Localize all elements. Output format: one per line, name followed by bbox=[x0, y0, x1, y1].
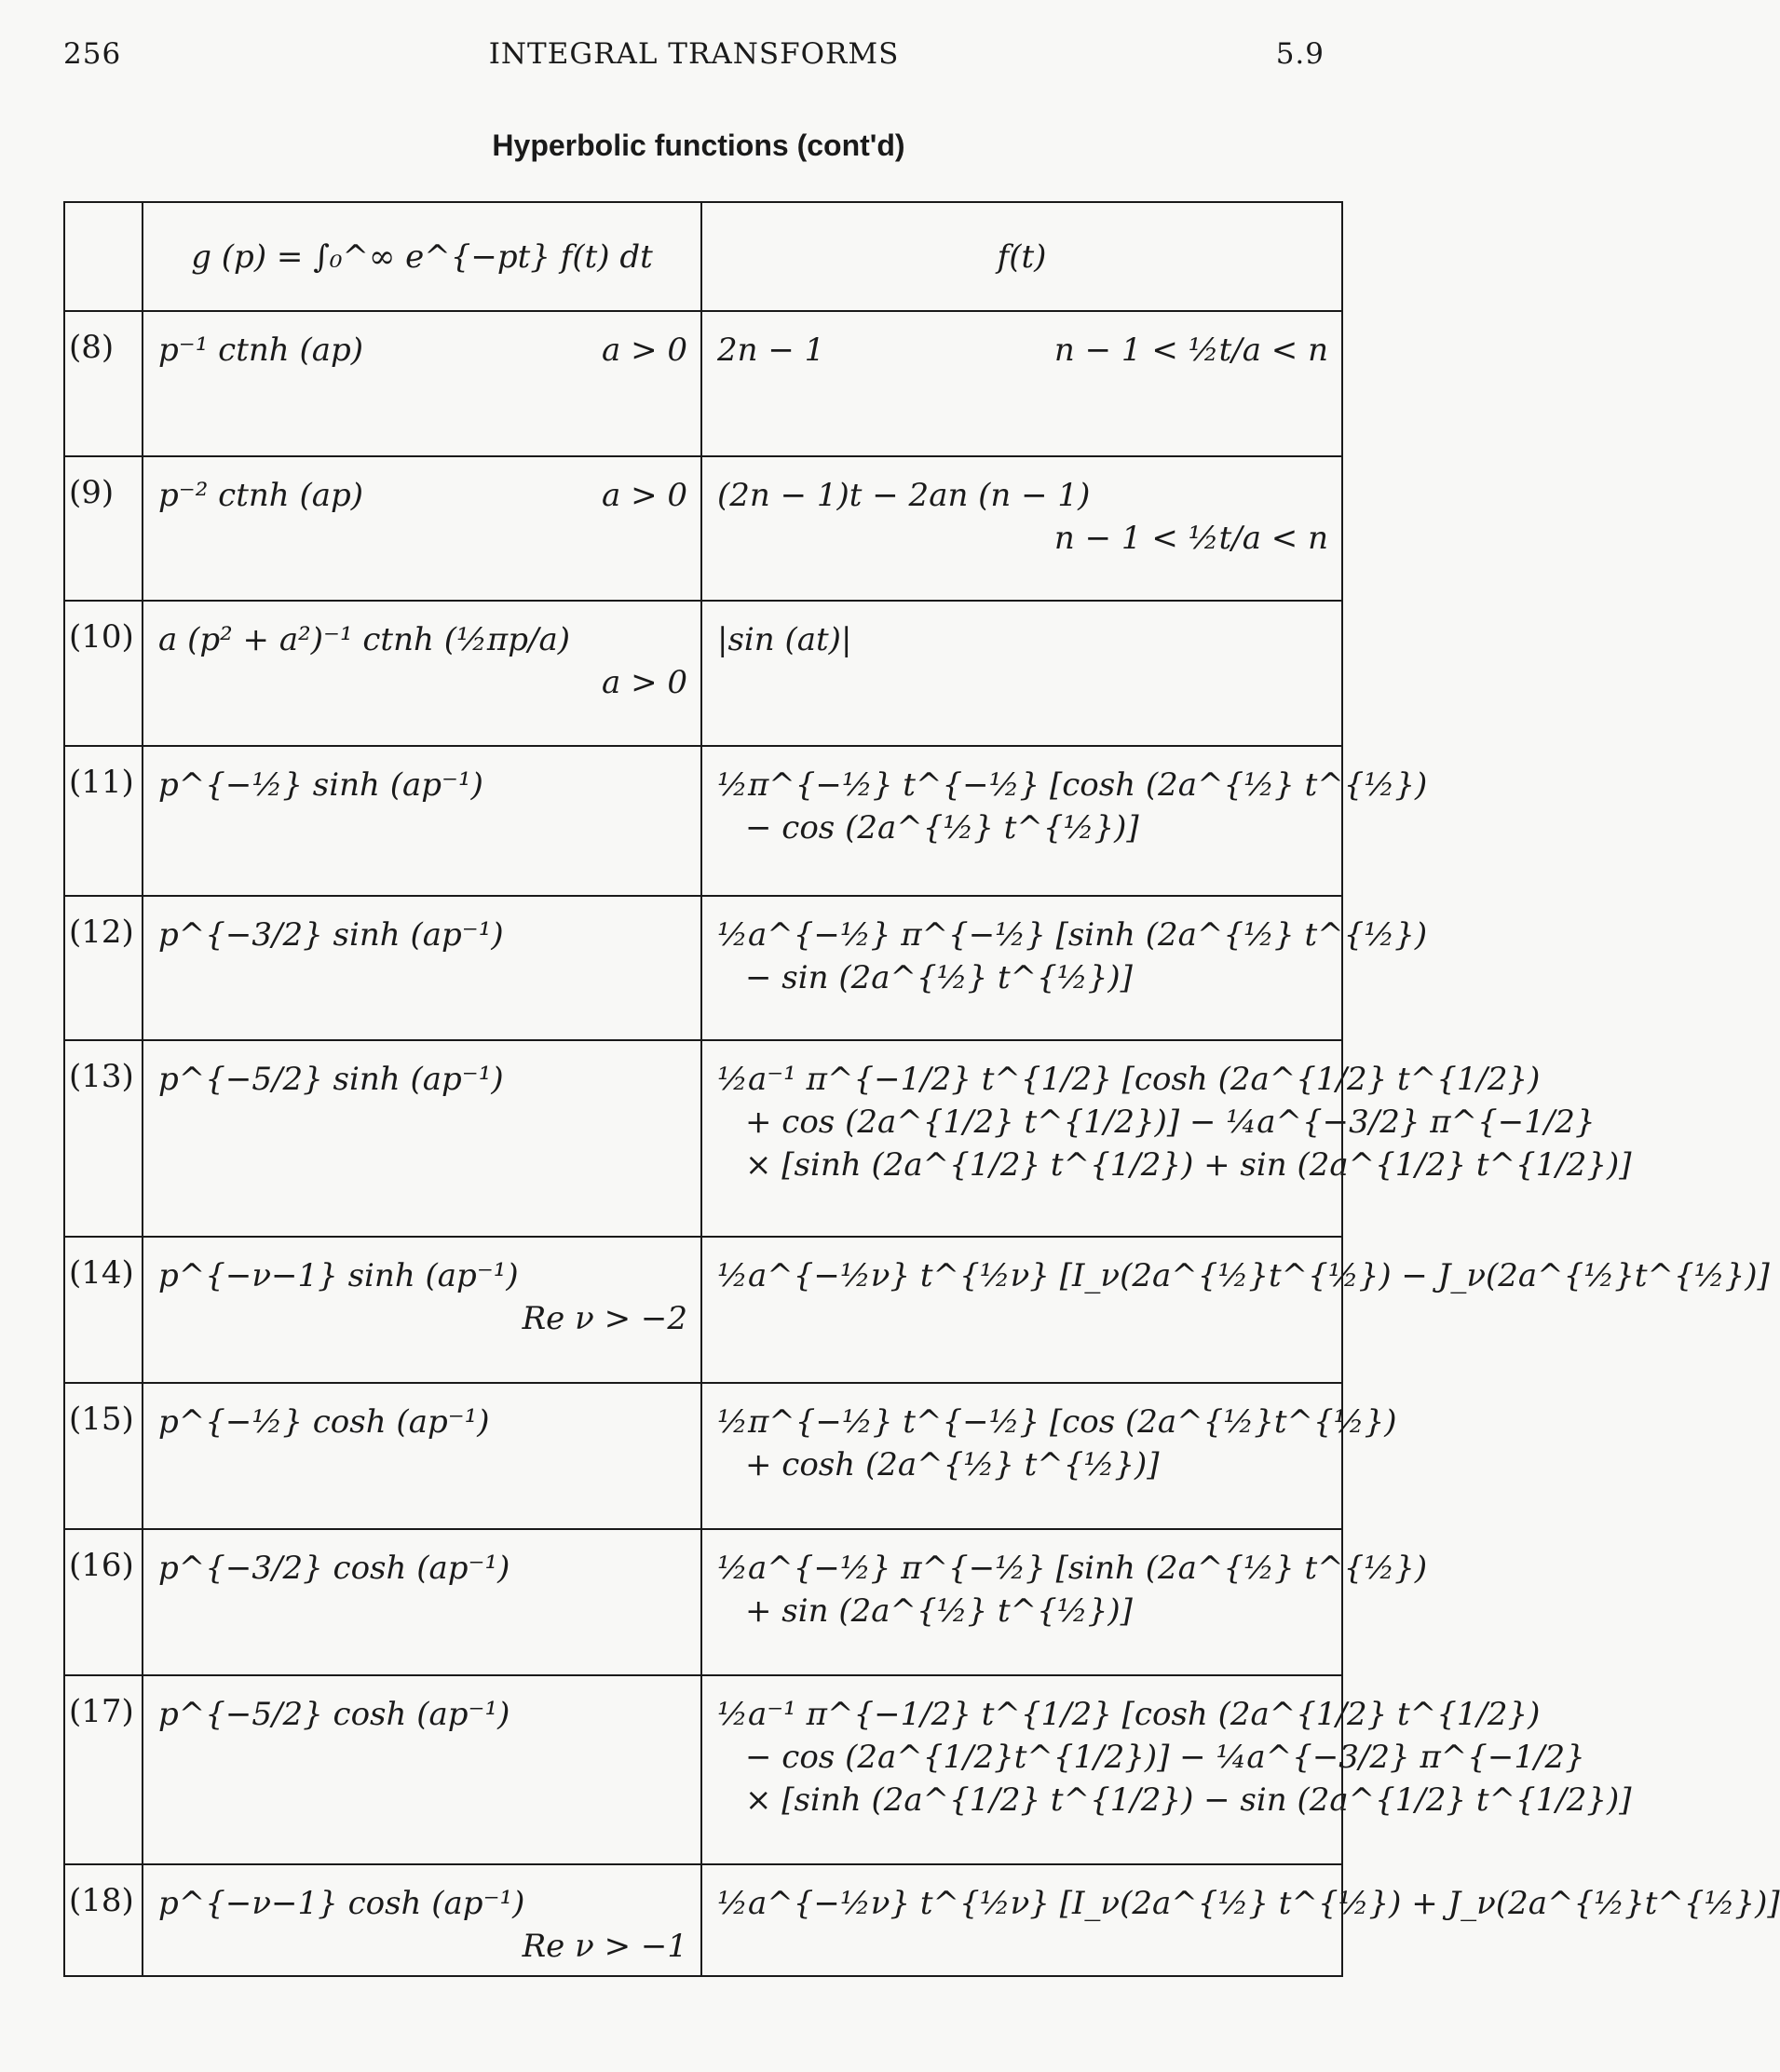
g-expression: p^{−½} cosh (ap⁻¹) bbox=[158, 1403, 490, 1441]
original-function-cell bbox=[701, 601, 1342, 746]
table-header-row bbox=[64, 202, 1342, 311]
formula-number: (16) bbox=[64, 1529, 143, 1675]
original-function-cell bbox=[701, 311, 1342, 456]
f-expression-line: |sin (at)| bbox=[717, 621, 852, 658]
g-expression: a (p² + a²)⁻¹ ctnh (½πp/a) bbox=[158, 621, 571, 658]
formula-number: (15) bbox=[64, 1383, 143, 1529]
laplace-transform-cell bbox=[143, 1040, 701, 1237]
f-expression-line: + cosh (2a^{½} t^{½})] bbox=[745, 1446, 1160, 1483]
f-expression-line: ½a^{−½ν} t^{½ν} [I_ν(2a^{½}t^{½}) − J_ν(2a^{½}t^{½})] bbox=[717, 1257, 1770, 1294]
f-condition: n − 1 < ½t/a < n bbox=[1053, 520, 1328, 557]
laplace-transform-cell bbox=[143, 1383, 701, 1529]
g-expression: p^{−3/2} cosh (ap⁻¹) bbox=[158, 1550, 510, 1587]
original-function-cell bbox=[701, 1383, 1397, 1529]
f-expression-line: ½π^{−½} t^{−½} [cosh (2a^{½} t^{½}) bbox=[717, 766, 1428, 804]
f-expression-line: (2n − 1)t − 2an (n − 1) bbox=[717, 477, 1091, 514]
section-number: 5.9 bbox=[1275, 37, 1325, 71]
table-row bbox=[64, 1383, 1342, 1529]
laplace-transform-cell bbox=[143, 1864, 701, 1976]
g-expression: p^{−½} sinh (ap⁻¹) bbox=[158, 766, 483, 804]
f-expression-line: − cos (2a^{1/2}t^{1/2})] − ¼a^{−3/2} π^{−1/2} bbox=[745, 1739, 1585, 1776]
f-expression-line: ½a⁻¹ π^{−1/2} t^{1/2} [cosh (2a^{1/2} t^{1/2}) bbox=[717, 1061, 1541, 1098]
laplace-transform-cell bbox=[143, 1529, 701, 1675]
g-expression: p^{−ν−1} cosh (ap⁻¹) bbox=[158, 1885, 525, 1922]
g-condition: a > 0 bbox=[601, 477, 687, 514]
f-expression-line: 2n − 1 bbox=[717, 332, 825, 369]
formula-number: (9) bbox=[64, 456, 143, 601]
f-expression-line: − cos (2a^{½} t^{½})] bbox=[745, 809, 1139, 846]
f-expression-line: − sin (2a^{½} t^{½})] bbox=[745, 959, 1133, 996]
laplace-transform-cell bbox=[143, 896, 701, 1040]
f-expression-line: ½a^{−½} π^{−½} [sinh (2a^{½} t^{½}) bbox=[717, 916, 1428, 954]
original-function-cell bbox=[701, 456, 1342, 601]
transform-table bbox=[63, 201, 1780, 1977]
table-row bbox=[64, 601, 1342, 746]
f-expression-line: ½a⁻¹ π^{−1/2} t^{1/2} [cosh (2a^{1/2} t^{1/2}) bbox=[717, 1696, 1541, 1733]
header-g: g (p) = ∫₀^∞ e^{−pt} f(t) dt bbox=[143, 202, 701, 311]
original-function-cell bbox=[701, 1237, 1770, 1383]
header-f: f(t) bbox=[701, 202, 1342, 311]
g-expression: p⁻¹ ctnh (ap) bbox=[158, 332, 364, 369]
g-expression: p^{−3/2} sinh (ap⁻¹) bbox=[158, 916, 504, 954]
g-condition: a > 0 bbox=[601, 664, 687, 701]
formula-number: (18) bbox=[64, 1864, 143, 1976]
f-expression-line: ½π^{−½} t^{−½} [cos (2a^{½}t^{½}) bbox=[717, 1403, 1397, 1441]
f-expression-line: × [sinh (2a^{1/2} t^{1/2}) − sin (2a^{1/2} t^{1/2})] bbox=[745, 1781, 1632, 1819]
running-title: INTEGRAL TRANSFORMS bbox=[488, 37, 900, 71]
f-expression-line: ½a^{−½} π^{−½} [sinh (2a^{½} t^{½}) bbox=[717, 1550, 1428, 1587]
table-row bbox=[64, 311, 1342, 456]
laplace-transform-cell bbox=[143, 1675, 701, 1864]
original-function-cell bbox=[701, 1675, 1632, 1864]
formula-number: (17) bbox=[64, 1675, 143, 1864]
original-function-cell bbox=[701, 1040, 1632, 1237]
g-condition: Re ν > −1 bbox=[522, 1928, 687, 1965]
table-row bbox=[64, 456, 1342, 601]
f-expression-line: ½a^{−½ν} t^{½ν} [I_ν(2a^{½} t^{½}) + J_ν(2a^{½}t^{½})] bbox=[717, 1885, 1780, 1922]
laplace-transform-cell bbox=[143, 601, 701, 746]
f-expression-line: + sin (2a^{½} t^{½})] bbox=[745, 1592, 1133, 1630]
f-expression-line: + cos (2a^{1/2} t^{1/2})] − ¼a^{−3/2} π^{−1/2} bbox=[745, 1104, 1596, 1141]
table-row bbox=[64, 1864, 1342, 1976]
running-head bbox=[63, 37, 1325, 78]
table-caption: Hyperbolic functions (cont'd) bbox=[492, 129, 905, 162]
formula-number: (11) bbox=[64, 746, 143, 896]
formula-number: (12) bbox=[64, 896, 143, 1040]
table-row bbox=[64, 1040, 1342, 1237]
original-function-cell bbox=[701, 746, 1428, 896]
f-expression-line: × [sinh (2a^{1/2} t^{1/2}) + sin (2a^{1/2} t^{1/2})] bbox=[745, 1146, 1632, 1184]
g-expression: p^{−5/2} cosh (ap⁻¹) bbox=[158, 1696, 510, 1733]
laplace-transform-cell bbox=[143, 456, 701, 601]
g-condition: Re ν > −2 bbox=[522, 1300, 687, 1337]
table-row bbox=[64, 1237, 1342, 1383]
g-expression: p^{−ν−1} sinh (ap⁻¹) bbox=[158, 1257, 519, 1294]
laplace-transform-cell bbox=[143, 311, 701, 456]
formula-number: (10) bbox=[64, 601, 143, 746]
laplace-transform-cell bbox=[143, 746, 701, 896]
formula-number: (14) bbox=[64, 1237, 143, 1383]
table-row bbox=[64, 896, 1342, 1040]
g-condition: a > 0 bbox=[601, 332, 687, 369]
original-function-cell bbox=[701, 1864, 1780, 1976]
laplace-transform-cell bbox=[143, 1237, 701, 1383]
original-function-cell bbox=[701, 1529, 1428, 1675]
f-condition: n − 1 < ½t/a < n bbox=[1053, 332, 1328, 369]
original-function-cell bbox=[701, 896, 1428, 1040]
page-number: 256 bbox=[63, 37, 122, 71]
g-expression: p^{−5/2} sinh (ap⁻¹) bbox=[158, 1061, 504, 1098]
table-row bbox=[64, 746, 1342, 896]
header-num-cell bbox=[64, 202, 143, 311]
table-row bbox=[64, 1675, 1342, 1864]
table-row bbox=[64, 1529, 1342, 1675]
g-expression: p⁻² ctnh (ap) bbox=[158, 477, 364, 514]
formula-number: (8) bbox=[64, 311, 143, 456]
formula-number: (13) bbox=[64, 1040, 143, 1237]
